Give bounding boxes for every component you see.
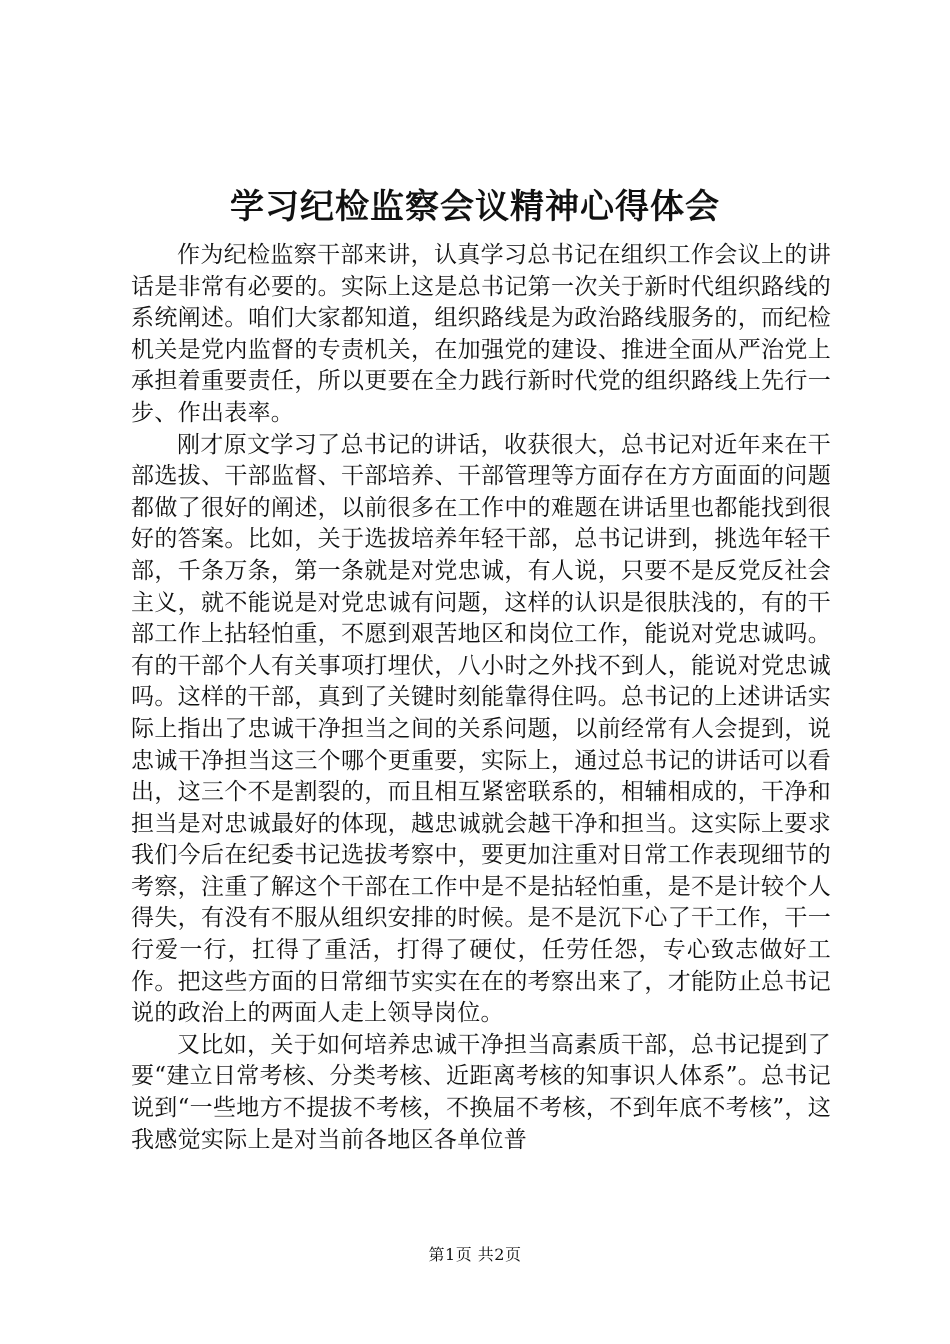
document-title: 学习纪检监察会议精神心得体会 — [230, 187, 720, 227]
paragraph-2: 刚才原文学习了总书记的讲话，收获很大，总书记对近年来在干部选拔、干部监督、干部培养、干部管理等方面存在方方面面的问题都做了很好的阐述，以前很多在工作中的难题在讲话里也都能找到很好的答案。比如，关于选拔培养年轻干部，总书记讲到，挑选年轻干部，千条万条，第一条就是对党忠诚，有人说，只要不是反党反社会主义，就不能说是对党忠诚有问题，这样的认识是很肤浅的，有的干部工作上拈轻怕重，不愿到艰苦地区和岗位工作，能说对党忠诚吗。有的干部个人有关事项打埋伏，八小时之外找不到人，能说对党忠诚吗。这样的干部，真到了关键时刻能靠得住吗。总书记的上述讲话实际上指出了忠诚干净担当之间的关系问题，以前经常有人会提到，说忠诚干净担当这三个哪个更重要，实际上，通过总书记的讲话可以看出，这三个不是割裂的，而且相互紧密联系的，相辅相成的，干净和担当是对忠诚最好的体现，越忠诚就会越干净和担当。这实际上要求我们今后在纪委书记选拔考察中，要更加注重对日常工作表现细节的考察，注重了解这个干部在工作中是不是拈轻怕重，是不是计较个人得失，有没有不服从组织安排的时候。是不是沉下心了干工作，干一行爱一行，扛得了重活，打得了硬仗，任劳任怨，专心致志做好工作。把这些方面的日常细节实实在在的考察出来了，才能防止总书记说的政治上的两面人走上领导岗位。 — [131, 431, 831, 1027]
page-footer: 第1页 共2页 — [428, 1245, 522, 1264]
paragraph-1: 作为纪检监察干部来讲，认真学习总书记在组织工作会议上的讲话是非常有必要的。实际上这是总书记第一次关于新时代组织路线的系统阐述。咱们大家都知道，组织路线是为政治路线服务的，而纪检机关是党内监督的专责机关，在加强党的建设、推进全面从严治党上承担着重要责任，所以更要在全力践行新时代党的组织路线上先行一步、作出表率。 — [131, 242, 831, 426]
paragraph-3: 又比如，关于如何培养忠诚干净担当高素质干部，总书记提到了要“建立日常考核、分类考核、近距离考核的知事识人体系”。总书记说到“一些地方不提拔不考核，不换届不考核，不到年底不考核”，这我感觉实际上是对当前各地区各单位普 — [131, 1031, 831, 1153]
document-body — [131, 240, 831, 1156]
